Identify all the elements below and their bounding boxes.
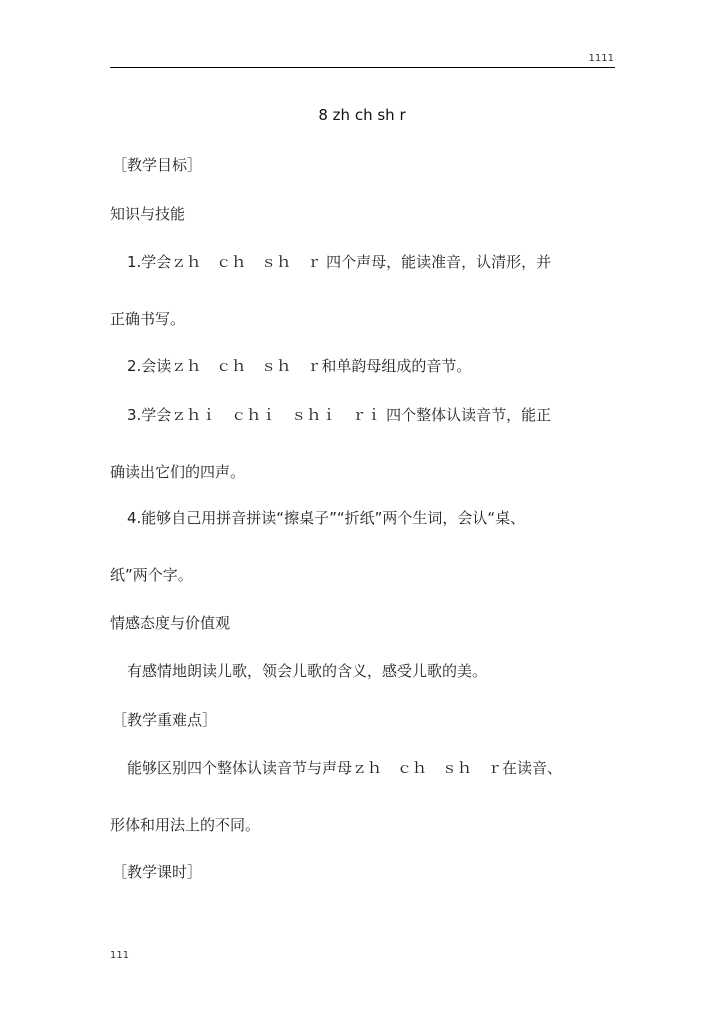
subheading-emotion-values: 情感态度与价值观	[110, 614, 231, 632]
objective-item-4-line-1: 4.能够自己用拼音拼读“擦桌子”“折纸”两个生词，会认“桌、	[127, 509, 526, 527]
section-heading-class-hours: ［教学课时］	[112, 863, 203, 881]
emotion-values-text: 有感情地朗读儿歌，领会儿歌的含义，感受儿歌的美。	[127, 662, 488, 680]
key-points-text-line-1: 能够区别四个整体认读音节与声母ｚｈ ｃｈ ｓｈ ｒ在读音、	[127, 759, 563, 777]
key-points-text-line-2: 形体和用法上的不同。	[110, 816, 261, 834]
section-heading-key-points: ［教学重难点］	[112, 711, 218, 729]
objective-item-3-line-1: 3.学会ｚｈｉ ｃｈｉ ｓｈｉ ｒｉ 四个整体认读音节，能正	[127, 406, 552, 424]
header-page-number: 1111	[588, 53, 614, 64]
objective-item-3-line-2: 确读出它们的四声。	[110, 463, 246, 481]
section-heading-objectives: ［教学目标］	[112, 156, 203, 174]
objective-item-1-line-2: 正确书写。	[110, 310, 186, 328]
objective-item-2: 2.会读ｚｈ ｃｈ ｓｈ ｒ和单韵母组成的音节。	[127, 357, 472, 375]
footer-page-number: 111	[110, 950, 130, 961]
subheading-knowledge-skills: 知识与技能	[110, 205, 186, 223]
objective-item-4-line-2: 纸”两个字。	[110, 566, 193, 584]
objective-item-1-line-1: 1.学会ｚｈ ｃｈ ｓｈ ｒ 四个声母，能读准音，认清形，并	[127, 253, 552, 271]
header-rule	[110, 67, 615, 68]
document-title: 8 zh ch sh r	[318, 106, 406, 124]
